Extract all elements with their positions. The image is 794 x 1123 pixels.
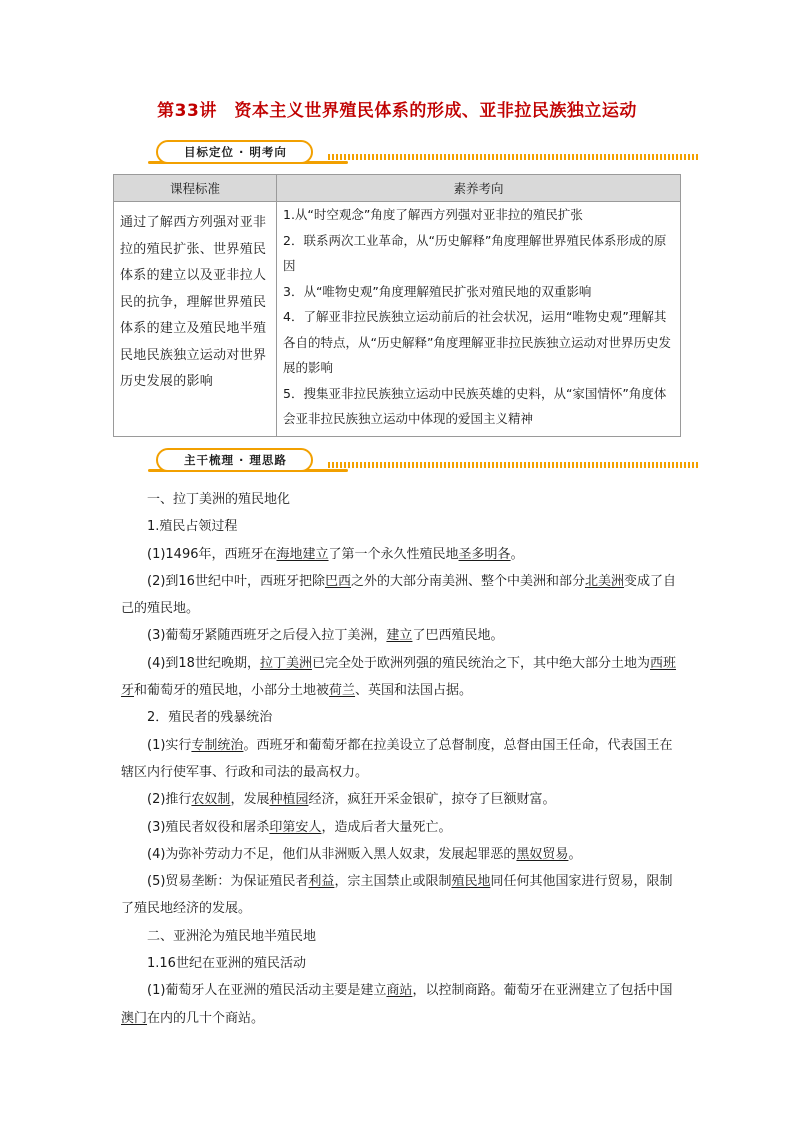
table-header-row (114, 175, 681, 202)
subsection-heading: 1.16世纪在亚洲的殖民活动 (147, 956, 306, 972)
paragraph: (1)实行专制统治。西班牙和葡萄牙都在拉美设立了总督制度，总督由国王任命，代表国王在辖区内行使军事、行政和司法的最高权力。 (121, 737, 673, 780)
paragraph: (4)到18世纪晚期，拉丁美洲已完全处于欧洲列强的殖民统治之下，其中绝大部分土地为西班牙和葡萄牙的殖民地，小部分土地被荷兰、英国和法国占据。 (121, 655, 677, 699)
paragraph: (5)贸易垄断：为保证殖民者利益，宗主国禁止或限制殖民地同任何其他国家进行贸易，限制了殖民地经济的发展。 (121, 874, 673, 917)
literacy-list (277, 202, 681, 437)
answer-blank: 种植园 (269, 792, 309, 808)
paragraph: (2)到16世纪中叶，西班牙把除巴西之外的大部分南美洲、整个中美洲和部分北美洲变成了自己的殖民地。 (121, 573, 677, 617)
header-literacy: 素养考向 (277, 175, 681, 202)
subsection-heading: 1.殖民占领过程 (147, 519, 238, 535)
answer-blank: 建立 (386, 628, 413, 644)
paragraph: (1)葡萄牙人在亚洲的殖民活动主要是建立商站，以控制商路。葡萄牙在亚洲建立了包括中国澳门在内的几十个商站。 (121, 983, 673, 1026)
literacy-item: 5．搜集亚非拉民族独立运动中民族英雄的史料，从“家国情怀”角度体会亚非拉民族独立运动中体现的爱国主义精神 (283, 385, 667, 426)
answer-blank: 澳门 (121, 1010, 148, 1026)
main-content (121, 486, 681, 1032)
banner-dots (328, 154, 698, 160)
answer-blank: 专制统治 (191, 737, 244, 753)
literacy-item: 2．联系两次工业革命，从“历史解释”角度理解世界殖民体系形成的原因 (283, 232, 667, 273)
table-row (114, 202, 681, 437)
paragraph: (4)为弥补劳动力不足，他们从非洲贩入黑人奴隶，发展起罪恶的黑奴贸易。 (147, 846, 582, 862)
header-course-standard: 课程标准 (114, 175, 277, 202)
banner-dots (328, 462, 698, 468)
paragraph: (2)推行农奴制，发展种植园经济，疯狂开采金银矿，掠夺了巨额财富。 (147, 792, 556, 808)
answer-blank: 商站 (386, 983, 413, 999)
answer-blank: 荷兰 (329, 683, 356, 699)
paragraph: (3)葡萄牙紧随西班牙之后侵入拉丁美洲，建立了巴西殖民地。 (147, 628, 504, 644)
banner-label: 目标定位 · 明考向 (156, 140, 313, 164)
section-banner-main (148, 448, 698, 474)
answer-blank: 巴西 (324, 573, 351, 589)
course-standard-text: 通过了解西方列强对亚非拉的殖民扩张、世界殖民体系的建立以及亚非拉人民的抗争，理解世界殖民体系的建立及殖民地半殖民地民族独立运动对世界历史发展的影响 (114, 202, 277, 437)
section-heading: 一、拉丁美洲的殖民地化 (147, 492, 291, 507)
section-heading: 二、亚洲沦为殖民地半殖民地 (147, 928, 317, 944)
answer-blank: 北美洲 (585, 573, 625, 589)
answer-blank: 建立 (302, 546, 329, 562)
subsection-heading: 2．殖民者的残暴统治 (147, 710, 273, 726)
literacy-item: 3．从“唯物史观”角度理解殖民扩张对殖民地的双重影响 (283, 283, 592, 299)
banner-label: 主干梳理 · 理思路 (156, 448, 313, 472)
answer-blank: 黑奴贸易 (516, 846, 569, 862)
paragraph: (3)殖民者奴役和屠杀印第安人，造成后者大量死亡。 (147, 819, 452, 835)
answer-blank: 殖民地 (451, 874, 491, 890)
standards-table (113, 174, 681, 437)
answer-blank: 西班牙 (121, 655, 677, 699)
literacy-item: 1.从“时空观念”角度了解西方列强对亚非拉的殖民扩张 (283, 207, 583, 222)
section-banner-goals (148, 140, 698, 166)
answer-blank: 拉丁美洲 (259, 655, 312, 671)
answer-blank: 海地 (276, 546, 303, 562)
answer-blank: 圣多明各 (458, 546, 511, 562)
answer-blank: 印第安人 (269, 819, 322, 835)
paragraph: (1)1496年，西班牙在海地建立了第一个永久性殖民地圣多明各。 (147, 546, 524, 562)
page-title: 第33讲 资本主义世界殖民体系的形成、亚非拉民族独立运动 (157, 101, 637, 121)
literacy-item: 4．了解亚非拉民族独立运动前后的社会状况，运用“唯物史观”理解其各自的特点，从“历史解释”角度理解亚非拉民族独立运动对世界历史发展的影响 (283, 309, 671, 375)
answer-blank: 农奴制 (191, 792, 231, 808)
answer-blank: 利益 (308, 874, 335, 890)
